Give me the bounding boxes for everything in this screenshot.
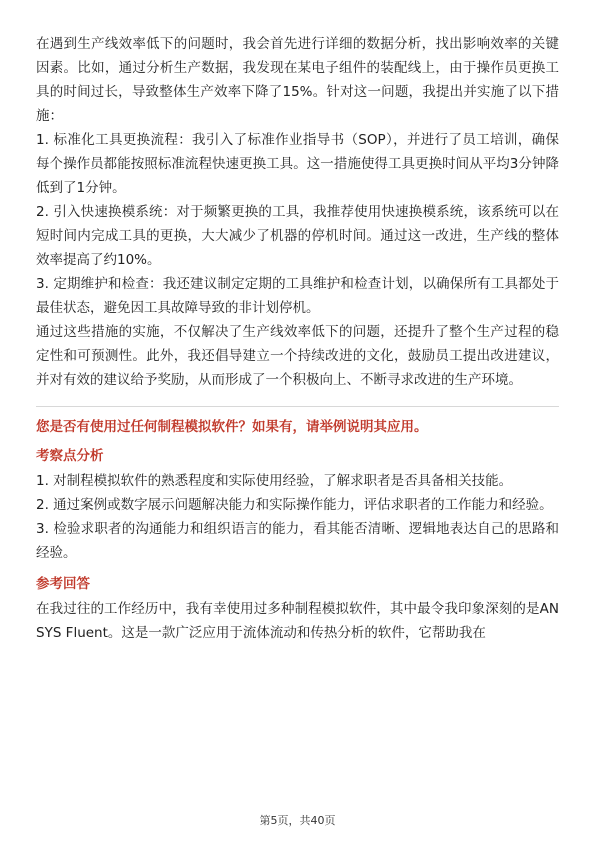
page-content — [36, 32, 559, 645]
answer-paragraph: 在我过往的工作经历中，我有幸使用过多种制程模拟软件，其中最令我印象深刻的是ANSYS Fluent。这是一款广泛应用于流体流动和传热分析的软件，它帮助我在 — [36, 601, 559, 641]
summary-paragraph: 通过这些措施的实施，不仅解决了生产线效率低下的问题，还提升了整个生产过程的稳定性和可预测性。此外，我还倡导建立一个持续改进的文化，鼓励员工提出改进建议，并对有效的建议给予奖励，从而形成了一个积极向上、不断寻求改进的生产环境。 — [36, 324, 559, 388]
measure-item-3: 3. 定期维护和检查：我还建议制定定期的工具维护和检查计划，以确保所有工具都处于最佳状态，避免因工具故障导致的非计划停机。 — [36, 276, 559, 316]
measure-item-1: 1. 标准化工具更换流程：我引入了标准作业指导书（SOP），并进行了员工培训，确保每个操作员都能按照标准流程快速更换工具。这一措施使得工具更换时间从平均3分钟降低到了1分钟。 — [36, 132, 559, 196]
page-footer: 第5页，共40页 — [259, 814, 336, 827]
analysis-heading: 考察点分析 — [36, 448, 104, 464]
intro-paragraph: 在遇到生产线效率低下的问题时，我会首先进行详细的数据分析，找出影响效率的关键因素。比如，通过分析生产数据，我发现在某电子组件的装配线上，由于操作员更换工具的时间过长，导致整体生产效率下降了15%。针对这一问题，我提出并实施了以下措施： — [36, 36, 559, 124]
analysis-point-3: 3. 检验求职者的沟通能力和组织语言的能力，看其能否清晰、逻辑地表达自己的思路和经验。 — [36, 521, 559, 561]
measure-item-2: 2. 引入快速换模系统：对于频繁更换的工具，我推荐使用快速换模系统，该系统可以在短时间内完成工具的更换，大大减少了机器的停机时间。通过这一改进，生产线的整体效率提高了约10%。 — [36, 204, 559, 268]
analysis-point-2: 2. 通过案例或数字展示问题解决能力和实际操作能力，评估求职者的工作能力和经验。 — [36, 497, 553, 513]
answer-heading: 参考回答 — [36, 576, 90, 592]
interview-question: 您是否有使用过任何制程模拟软件？如果有，请举例说明其应用。 — [36, 419, 428, 435]
analysis-point-1: 1. 对制程模拟软件的熟悉程度和实际使用经验，了解求职者是否具备相关技能。 — [36, 473, 513, 489]
section-divider — [36, 406, 559, 407]
